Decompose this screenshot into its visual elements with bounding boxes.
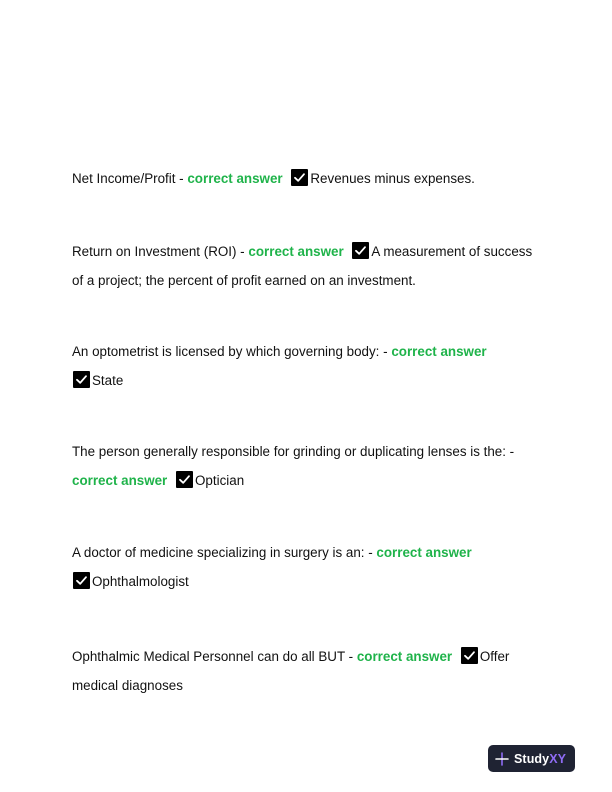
correct-answer-label: correct answer — [72, 473, 168, 488]
answer-text: Optician — [195, 473, 245, 488]
question-text: The person generally responsible for grinding or duplicating lenses is the: - — [72, 444, 515, 459]
correct-answer-label: correct answer — [376, 545, 472, 560]
qa-item-ophthalmologist — [72, 538, 534, 596]
correct-answer-label: correct answer — [248, 244, 344, 259]
studyxy-logo — [488, 745, 575, 772]
checkmark-icon — [352, 242, 369, 259]
question-text: Return on Investment (ROI) - — [72, 244, 245, 259]
logo-text — [514, 752, 566, 766]
answer-text: State — [92, 373, 124, 388]
checkmark-icon — [176, 471, 193, 488]
logo-text-main: Study — [514, 751, 550, 766]
question-text: Net Income/Profit - — [72, 171, 184, 186]
qa-item-optometrist — [72, 337, 534, 395]
answer-text: A measurement of success of a project; the percent of profit earned on an investment. — [72, 244, 533, 288]
checkmark-icon — [461, 647, 478, 664]
question-text: An optometrist is licensed by which governing body: - — [72, 344, 388, 359]
checkmark-icon — [73, 572, 90, 589]
answer-text: Offer medical diagnoses — [72, 649, 510, 693]
question-text: A doctor of medicine specializing in surgery is an: - — [72, 545, 373, 560]
plus-icon — [495, 752, 509, 766]
correct-answer-label: correct answer — [187, 171, 283, 186]
checkmark-icon — [73, 371, 90, 388]
correct-answer-label: correct answer — [391, 344, 487, 359]
checkmark-icon — [291, 169, 308, 186]
qa-item-roi — [72, 237, 534, 295]
answer-text: Ophthalmologist — [92, 574, 189, 589]
qa-item-optician — [72, 437, 534, 495]
answer-text: Revenues minus expenses. — [310, 171, 475, 186]
qa-item-net-income — [72, 164, 534, 193]
qa-item-ophthalmic-personnel — [72, 642, 534, 700]
correct-answer-label: correct answer — [356, 649, 453, 664]
question-text: Ophthalmic Medical Personnel can do all BUT - — [72, 649, 354, 664]
logo-text-accent: XY — [549, 751, 567, 766]
